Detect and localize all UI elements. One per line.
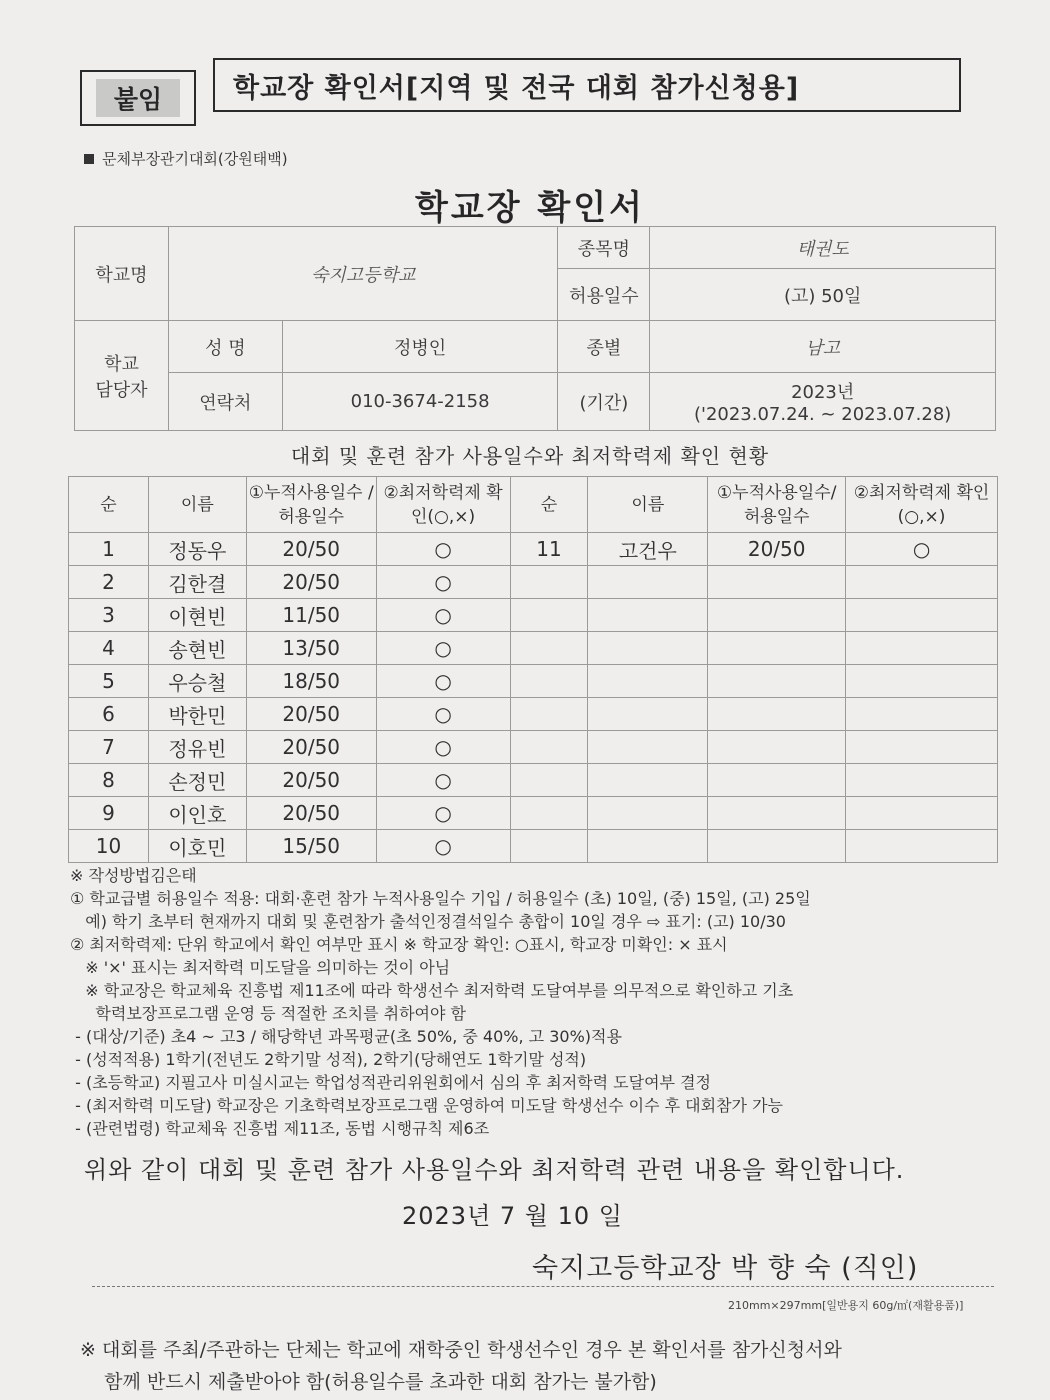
row-number: 10 [69,830,149,863]
row-number: 4 [69,632,149,665]
min-academic-check: ○ [376,533,510,566]
attachment-tag [80,70,196,126]
min-academic-check: ○ [376,764,510,797]
period-label: (기간) [558,373,650,431]
allowed-days-label: 허용일수 [558,269,650,321]
footnote-line-1: ※ 대회를 주최/주관하는 단체는 학교에 재학중인 학생선수인 경우 본 확인서를 참가신청서와 [80,1339,842,1361]
table-row [69,797,998,830]
header-days-2: ①누적사용일수/ 허용일수 [708,477,846,533]
table-row [69,533,998,566]
athlete-name: 이인호 [148,797,246,830]
type-label: 종별 [558,321,650,373]
used-days: 20/50 [246,731,376,764]
instruction-line: 학력보장프로그램 운영 등 적절한 조치를 취하여야 함 [70,1004,466,1023]
empty-cell [708,731,846,764]
section-title: 대회 및 훈련 참가 사용일수와 최저학력제 확인 현황 [290,444,770,468]
empty-cell [588,698,708,731]
used-days: 11/50 [246,599,376,632]
issue-date: 2023년 7 월 10 일 [402,1202,623,1230]
square-bullet-icon [84,154,94,164]
athlete-name: 송현빈 [148,632,246,665]
empty-cell [708,830,846,863]
empty-cell [708,566,846,599]
athlete-name: 정동우 [148,533,246,566]
athlete-name: 박한민 [148,698,246,731]
table-row [69,731,998,764]
school-info-table [74,226,996,431]
page-title: 학교장 확인서 [415,188,645,228]
min-academic-check: ○ [376,566,510,599]
header-no: 순 [69,477,149,533]
sport-value: 태권도 [650,227,996,269]
paper-spec: 210mm×297mm[일반용지 60g/㎡(재활용품)] [728,1299,964,1312]
athlete-name: 정유빈 [148,731,246,764]
principal-signature: 숙지고등학교장 박 향 숙 (직인) [532,1253,919,1284]
instruction-line: ② 최저학력제: 단위 학교에서 확인 여부만 표시 ※ 학교장 확인: ○표시, 학교장 미확인: × 표시 [70,935,728,954]
row-number: 2 [69,566,149,599]
divider [92,1286,994,1287]
empty-cell [846,764,998,797]
empty-cell [588,599,708,632]
row-number: 3 [69,599,149,632]
empty-cell [510,830,588,863]
athlete-roster-table [68,476,998,863]
used-days: 13/50 [246,632,376,665]
table-row [69,599,998,632]
athlete-name: 고건우 [588,533,708,566]
empty-cell [846,599,998,632]
empty-cell [708,632,846,665]
min-academic-check: ○ [846,533,998,566]
name-value: 정병인 [282,321,558,373]
row-number: 1 [69,533,149,566]
min-academic-check: ○ [376,797,510,830]
table-row [69,764,998,797]
instruction-line: 예) 학기 초부터 현재까지 대회 및 훈련참가 출석인정결석일수 총합이 10일 경우 ⇨ 표기: (고) 10/30 [70,912,786,931]
empty-cell [846,566,998,599]
used-days: 20/50 [246,533,376,566]
instruction-line: ① 학교급별 허용일수 적용: 대회·훈련 참가 누적사용일수 기입 / 허용일수 (초) 10일, (중) 15일, (고) 25일 [70,889,811,908]
instruction-line: - (최저학력 미도달) 학교장은 기초학력보장프로그램 운영하여 미도달 학생선수 이수 후 대회참가 가능 [70,1096,783,1115]
empty-cell [588,731,708,764]
school-label: 학교명 [75,227,169,321]
row-number: 5 [69,665,149,698]
athlete-name: 손정민 [148,764,246,797]
header-no-2: 순 [510,477,588,533]
header-name-2: 이름 [588,477,708,533]
empty-cell [510,731,588,764]
competition-category-text: 문체부장관기대회(강원태백) [102,150,288,168]
used-days: 15/50 [246,830,376,863]
header-check-2: ②최저학력제 확인(○,×) [846,477,998,533]
empty-cell [846,698,998,731]
min-academic-check: ○ [376,698,510,731]
instruction-line: - (성적적용) 1학기(전년도 2학기말 성적), 2학기(당해연도 1학기말 성적) [70,1050,587,1069]
athlete-name: 김한결 [148,566,246,599]
min-academic-check: ○ [376,731,510,764]
empty-cell [588,764,708,797]
empty-cell [846,731,998,764]
contact-value: 010-3674-2158 [282,373,558,431]
row-number: 9 [69,797,149,830]
header-name: 이름 [148,477,246,533]
instruction-line: - (초등학교) 지필고사 미실시교는 학업성적관리위원회에서 심의 후 최저학력 도달여부 결정 [70,1073,711,1092]
empty-cell [708,764,846,797]
empty-cell [588,566,708,599]
table-row [69,566,998,599]
min-academic-check: ○ [376,830,510,863]
period-range: ('2023.07.24. ~ 2023.07.28) [693,404,952,425]
table-row [69,698,998,731]
used-days: 20/50 [246,764,376,797]
empty-cell [846,830,998,863]
row-number: 8 [69,764,149,797]
empty-cell [708,797,846,830]
manager-label: 학교 담당자 [75,321,169,431]
attachment-tag-label: 붙임 [96,79,180,117]
empty-cell [510,797,588,830]
instruction-line: ※ 학교장은 학교체육 진흥법 제11조에 따라 학생선수 최저학력 도달여부를 의무적으로 확인하고 기초 [70,981,794,1000]
form-title-box: 학교장 확인서[지역 및 전국 대회 참가신청용] [213,58,961,112]
confirmation-statement: 위와 같이 대회 및 훈련 참가 사용일수와 최저학력 관련 내용을 확인합니다. [84,1156,905,1184]
athlete-name: 이현빈 [148,599,246,632]
roster-body [69,533,998,863]
row-number: 11 [510,533,588,566]
empty-cell [510,566,588,599]
allowed-days-value: (고) 50일 [650,269,996,321]
athlete-name: 이호민 [148,830,246,863]
empty-cell [846,797,998,830]
school-value: 숙지고등학교 [168,227,558,321]
contact-label: 연락처 [168,373,282,431]
empty-cell [588,632,708,665]
min-academic-check: ○ [376,632,510,665]
period-value [650,373,996,431]
instruction-line: - (대상/기준) 초4 ~ 고3 / 해당학년 과목평균(초 50%, 중 40%, 고 30%)적용 [70,1027,622,1046]
footnote-line-2: 함께 반드시 제출받아야 함(허용일수를 초과한 대회 참가는 불가함) [80,1371,657,1393]
table-row [69,665,998,698]
used-days: 18/50 [246,665,376,698]
used-days: 20/50 [246,698,376,731]
used-days: 20/50 [246,566,376,599]
empty-cell [588,665,708,698]
used-days: 20/50 [246,797,376,830]
min-academic-check: ○ [376,599,510,632]
instruction-line: ※ '×' 표시는 최저학력 미도달을 의미하는 것이 아님 [70,958,451,977]
instruction-line: - (관련법령) 학교체육 진흥법 제11조, 동법 시행규칙 제6조 [70,1119,490,1138]
table-row [69,632,998,665]
name-label: 성 명 [168,321,282,373]
period-year: 2023년 [791,382,855,403]
competition-category [84,148,288,169]
empty-cell [510,665,588,698]
row-number: 6 [69,698,149,731]
empty-cell [846,632,998,665]
used-days: 20/50 [708,533,846,566]
header-days: ①누적사용일수 /허용일수 [246,477,376,533]
table-row [69,830,998,863]
empty-cell [588,797,708,830]
empty-cell [708,665,846,698]
instruction-line: ※ 작성방법김은태 [70,866,197,885]
header-check: ②최저학력제 확인(○,×) [376,477,510,533]
empty-cell [708,698,846,731]
empty-cell [510,599,588,632]
athlete-name: 우승철 [148,665,246,698]
submission-footnote [80,1334,842,1398]
sport-label: 종목명 [558,227,650,269]
empty-cell [846,665,998,698]
empty-cell [510,764,588,797]
type-value: 남고 [650,321,996,373]
row-number: 7 [69,731,149,764]
writing-instructions [70,864,1010,1140]
min-academic-check: ○ [376,665,510,698]
empty-cell [588,830,708,863]
empty-cell [708,599,846,632]
empty-cell [510,698,588,731]
empty-cell [510,632,588,665]
